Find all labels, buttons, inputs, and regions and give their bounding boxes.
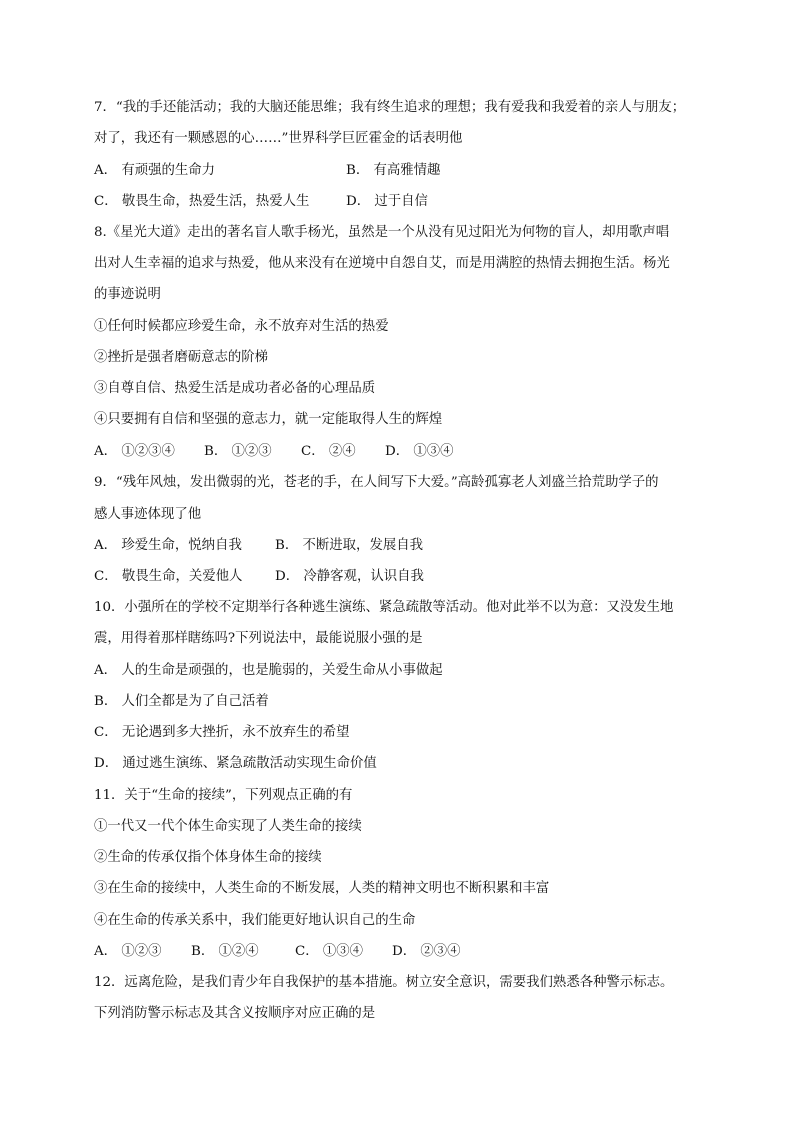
- q8-option-d: D． ①③④: [385, 444, 454, 459]
- q8-option-a: A． ①②③④: [94, 444, 175, 459]
- q11-option-c: C． ①③④: [295, 944, 364, 959]
- q11-option-d: D． ②③④: [392, 944, 461, 959]
- q10-option-b: B． 人们全都是为了自己活着: [94, 694, 269, 709]
- q8-option-c: C． ②④: [301, 444, 356, 459]
- q8-stem-line-1: 8.《星光大道》走出的著名盲人歌手杨光，虽然是一个从没有见过阳光为何物的盲人，却用歌声唱: [94, 225, 670, 240]
- q9-option-a: A． 珍爱生命，悦纳自我: [94, 538, 242, 553]
- q9-stem-line-1: 9．“残年风烛，发出微弱的光，苍老的手，在人间写下大爱。”高龄孤寡老人刘盛兰拾荒助学子的: [94, 475, 659, 490]
- q8-statement-4: ④只要拥有自信和坚强的意志力，就一定能取得人生的辉煌: [94, 412, 443, 427]
- q7-options-row-2: [94, 192, 428, 212]
- q10-stem-line-2: 震，用得着那样瞎练吗?下列说法中，最能说服小强的是: [94, 631, 423, 646]
- q11-statement-4: ④在生命的传承关系中，我们能更好地认识自己的生命: [94, 913, 416, 928]
- q11-statement-2: ②生命的传承仅指个体身体生命的接续: [94, 850, 322, 865]
- q11-statement-3: ③在生命的接续中，人类生命的不断发展，人类的精神文明也不断积累和丰富: [94, 881, 550, 896]
- q11-statement-1: ①一代又一代个体生命实现了人类生命的接续: [94, 819, 362, 834]
- q8-option-b: B． ①②③: [204, 444, 272, 459]
- q11-option-b: B． ①②④: [191, 944, 259, 959]
- q11-options-row: [94, 942, 461, 962]
- q12-stem-line-2: 下列消防警示标志及其含义按顺序对应正确的是: [94, 1006, 376, 1021]
- q7-option-a: A． 有顽强的生命力: [94, 163, 216, 178]
- q8-stem-line-3: 的事迹说明: [94, 287, 161, 302]
- q11-option-a: A． ①②③: [94, 944, 162, 959]
- q9-stem-line-2: 感人事迹体现了他: [94, 507, 202, 522]
- q8-statement-1: ①任何时候都应珍爱生命，永不放弃对生活的热爱: [94, 319, 389, 334]
- q9-option-c: C． 敬畏生命，关爱他人: [94, 569, 243, 584]
- q8-stem-line-2: 出对人生幸福的追求与热爱，他从来没有在逆境中自怨自艾，而是用满腔的热情去拥抱生活。杨光: [94, 256, 670, 271]
- q12-stem-line-1: 12．远离危险，是我们青少年自我保护的基本措施。树立安全意识，需要我们熟悉各种警示标志。: [94, 975, 674, 990]
- q10-option-d: D． 通过逃生演练、紧急疏散活动实现生命价值: [94, 756, 377, 771]
- q10-option-a: A． 人的生命是顽强的，也是脆弱的，关爱生命从小事做起: [94, 663, 443, 678]
- q7-option-d: D． 过于自信: [346, 194, 428, 209]
- q9-option-b: B． 不断进取，发展自我: [275, 538, 424, 553]
- q9-option-d: D． 冷静客观，认识自我: [275, 569, 424, 584]
- q7-stem-line-2: 对了，我还有一颗感恩的心……”世界科学巨匠霍金的话表明他: [94, 131, 463, 146]
- q11-stem: 11．关于“生命的接续”，下列观点正确的有: [94, 788, 353, 803]
- q7-option-b: B． 有高雅情趣: [346, 163, 441, 178]
- q8-options-row: [94, 442, 454, 462]
- q7-options-row-1: [94, 161, 440, 181]
- q10-stem-line-1: 10．小强所在的学校不定期举行各种逃生演练、紧急疏散等活动。他对此举不以为意：又没发生地: [94, 600, 674, 615]
- q9-options-row-1: [94, 536, 423, 556]
- q8-statement-3: ③自尊自信、热爱生活是成功者必备的心理品质: [94, 381, 376, 396]
- q10-option-c: C． 无论遇到多大挫折，永不放弃生的希望: [94, 725, 350, 740]
- q8-statement-2: ②挫折是强者磨砺意志的阶梯: [94, 350, 269, 365]
- q7-option-c: C． 敬畏生命，热爱生活，热爱人生: [94, 194, 310, 209]
- q9-options-row-2: [94, 567, 424, 587]
- q7-stem-line-1: 7．“我的手还能活动；我的大脑还能思维；我有终生追求的理想；我有爱我和我爱着的亲人与朋友；: [94, 100, 686, 115]
